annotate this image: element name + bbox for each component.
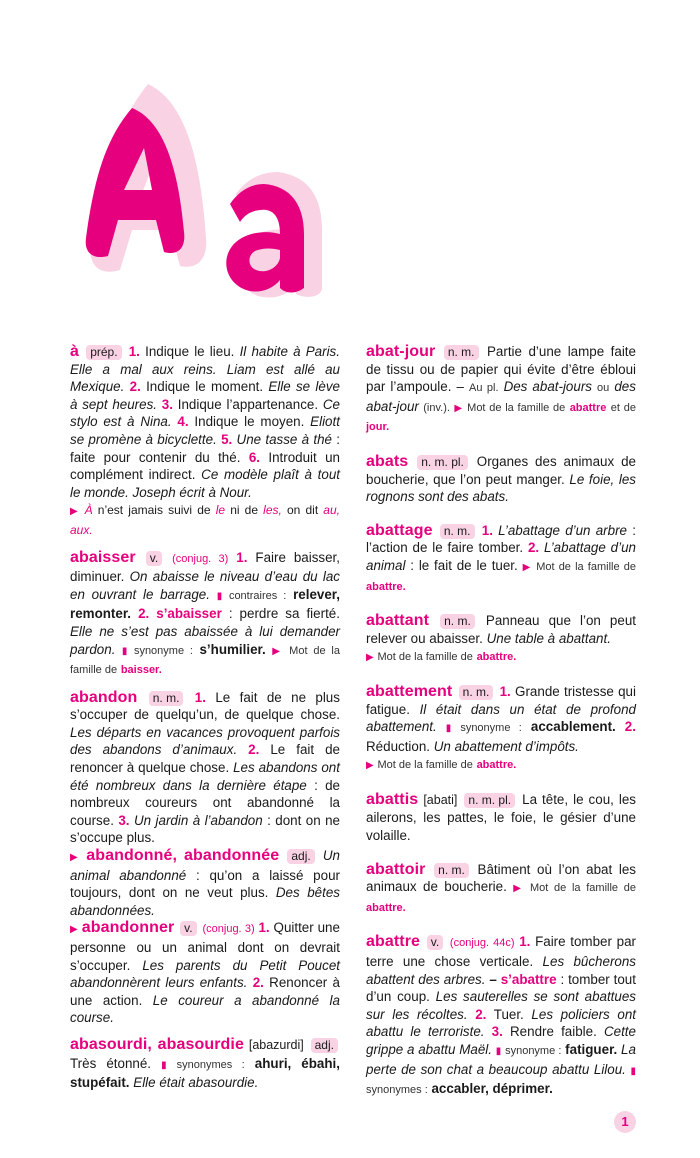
definition: Renoncer à une action. — [70, 975, 340, 1008]
conjugation-ref: (conjug. 44c) — [449, 937, 515, 950]
definition: Introduit un complément indirect. — [70, 449, 340, 483]
definition: : perdre sa fierté. — [228, 606, 340, 622]
entry-abaisser — [70, 549, 340, 680]
conjugation-ref: (conjug. 3) — [202, 923, 255, 936]
headword: abat-jour — [366, 343, 436, 360]
headword: abaisser — [70, 548, 136, 566]
definition: Faire baisser, diminuer. — [70, 549, 340, 585]
entry-a — [70, 343, 340, 540]
antonyms: relever, remonter. — [70, 586, 340, 622]
family-link[interactable]: abattre. — [366, 580, 406, 593]
example: Des abat-jours — [503, 379, 592, 395]
headword: à — [70, 343, 79, 360]
pronunciation: [abati] — [423, 792, 458, 807]
example: L’abattage d’un arbre — [498, 522, 627, 538]
synonym-label: synonyme : — [133, 644, 193, 657]
family-link[interactable]: abattre. — [476, 651, 517, 664]
family-link[interactable]: abattre. — [366, 901, 406, 914]
remark-term: au, aux. — [70, 503, 340, 537]
grammar-tag: n. m. pl. — [417, 455, 468, 470]
plural-label: Au pl. — [469, 382, 499, 395]
synonyms: s’humilier. — [199, 641, 266, 657]
sense-number: 2. — [624, 719, 636, 735]
example: Un animal abandonné — [70, 848, 340, 883]
definition: : de nombreux coureurs ont abandonné la course. — [70, 777, 340, 828]
remark-term: À — [84, 503, 93, 518]
sense-number: 3. — [118, 812, 130, 828]
page-number: 1 — [614, 1111, 636, 1133]
definition: Panneau que l’on peut relever ou abaisser. — [366, 613, 636, 646]
entry-abattement — [366, 683, 636, 775]
grammar-tag: v. — [180, 921, 196, 936]
example: Ce stylo est à Nina. — [70, 396, 340, 430]
grammar-tag: n. m. pl. — [464, 793, 515, 808]
example: Elle se lève à sept heures. — [70, 379, 340, 412]
definition: Indique le lieu. — [145, 344, 235, 359]
arrow-icon: ▶ — [454, 402, 463, 414]
sense-number: 1. — [236, 549, 248, 565]
grammar-tag: v. — [146, 551, 162, 566]
sense-number: 1. — [258, 920, 270, 936]
derived-headword: abandonner — [81, 919, 175, 937]
family-label: Mot de la famille de — [377, 651, 473, 664]
example: Il habite à Paris. Elle a mal aux reins. Liam est allé au Mexique. — [70, 344, 340, 395]
headword: abattement — [366, 682, 453, 700]
definition: : l’action de le faire tomber. — [366, 522, 636, 556]
headword: abattre — [366, 933, 421, 951]
entry-abandon — [70, 689, 340, 1027]
example: Des bêtes abandonnées. — [70, 885, 340, 918]
synonyms: accabler, déprimer. — [431, 1081, 553, 1097]
example: des abat-jour — [366, 379, 636, 414]
family-link[interactable]: jour. — [366, 421, 390, 434]
entry-abattant — [366, 612, 636, 667]
sense-number: 3. — [161, 396, 173, 412]
example: Les abandons ont été nombreux dans la dernière étape — [70, 760, 340, 793]
connector: et de — [610, 401, 636, 414]
example: La perte de son chat a beaucoup abattu Lilou. — [366, 1042, 636, 1077]
family-link[interactable]: baisser. — [120, 664, 162, 677]
grammar-tag: n. m. — [434, 863, 469, 878]
family-label: Mot de la famille de — [467, 401, 566, 414]
arrow-icon: ▶ — [366, 652, 374, 664]
arrow-icon: ▶ — [366, 760, 374, 772]
example: Un jardin à l’abandon — [133, 812, 263, 828]
headword: abasourdi, abasourdie — [70, 1035, 244, 1053]
definition: La tête, le cou, les ailerons, les pattes, le foie, le gésier d’une volaille. — [366, 791, 636, 844]
definition: : qu’on a laissé pour toujours, dont on ne veut plus. — [70, 867, 340, 901]
example: Une tasse à thé — [236, 431, 332, 447]
label-marker-icon: ▮ — [630, 1065, 636, 1077]
sense-number: 3. — [491, 1024, 503, 1040]
headword: abandon — [70, 688, 138, 706]
definition: Réduction. — [366, 738, 431, 754]
example: Elle ne s’est pas abaissée à lui demander pardon. — [70, 623, 340, 657]
sense-number: 1. — [128, 344, 140, 359]
family-link[interactable]: abattre. — [476, 759, 517, 772]
invariable-label: (inv.). — [423, 401, 450, 414]
sense-number: 1. — [194, 689, 206, 705]
example: Il était dans un état de profond abattement. — [366, 701, 636, 735]
sense-number: 2. — [252, 975, 264, 991]
example: Le coureur a abandonné la course. — [70, 992, 340, 1026]
definition: : tomber tout d’un coup. — [366, 971, 636, 1005]
grammar-tag: n. m. — [440, 524, 475, 539]
derived-arrow-icon: ▶ — [70, 852, 81, 864]
family-link[interactable]: abattre — [569, 401, 607, 414]
arrow-icon: ▶ — [522, 561, 532, 573]
title-letters — [60, 80, 340, 310]
remark-text: on dit — [287, 503, 319, 518]
definition: Le fait de ne plus s’occuper de quelqu’un, de quelque chose. — [70, 689, 340, 723]
example: Elle était abasourdie. — [133, 1075, 259, 1091]
definition: Rendre faible. — [510, 1024, 597, 1040]
definition: Bâtiment où l’on abat les animaux de boucherie. — [366, 861, 636, 895]
definition: Le fait de renoncer à quelque chose. — [70, 742, 340, 776]
definition: Tuer. — [493, 1006, 524, 1022]
right-column — [366, 343, 636, 1116]
entry-abattis — [366, 791, 636, 845]
label-marker-icon: ▮ — [161, 1059, 167, 1071]
derived-headword: abandonné, abandonnée — [86, 847, 280, 865]
definition: Indique le moyen. — [194, 414, 305, 430]
example: On abaisse le niveau d’eau du lac en ouvrant le barrage. — [70, 569, 340, 602]
grammar-tag: n. m. — [440, 614, 475, 629]
left-column — [70, 343, 340, 1116]
example: Les bûcherons abattent des arbres. — [366, 954, 637, 987]
sense-number: 2. — [248, 742, 260, 758]
label-marker-icon: ▮ — [445, 723, 452, 735]
separator: – — [456, 379, 464, 395]
label-marker-icon: ▮ — [121, 645, 128, 657]
remark-text: n’est jamais suivi de — [97, 503, 211, 518]
pronunciation: [abazurdi] — [248, 1037, 304, 1052]
family-label: Mot de la famille de — [536, 560, 636, 573]
example: Les départs en vacances provoquent parfois des abandons d’animaux. — [70, 724, 340, 758]
headword: abattoir — [366, 860, 426, 878]
label-marker-icon: ▮ — [216, 590, 223, 602]
sub-headword: s’abaisser — [156, 606, 222, 622]
sub-headword: s’abattre — [500, 971, 557, 987]
antonym-label: contraires : — [228, 589, 287, 602]
synonyms: fatiguer. — [565, 1042, 618, 1057]
synonym-label: synonyme : — [505, 1045, 562, 1057]
family-label: Mot de la famille de — [70, 644, 340, 677]
example: Les parents du Petit Poucet abandonnèrent leurs enfants. — [70, 957, 340, 991]
grammar-tag: n. m. — [444, 345, 479, 360]
entry-abattage — [366, 522, 636, 596]
derived-arrow-icon: ▶ — [70, 924, 78, 936]
example: Ce modèle plaît à tout le monde. Joseph écrit à Nour. — [70, 467, 340, 500]
sense-number: 1. — [481, 522, 493, 538]
example: Eliott se promène à bicyclette. — [70, 414, 340, 447]
connector: ou — [597, 382, 610, 395]
sense-number: 2. — [138, 606, 150, 622]
synonyms: ahuri, ébahi, stupéfait. — [70, 1055, 340, 1091]
conjugation-ref: (conjug. 3) — [172, 552, 229, 565]
sense-number: 5. — [221, 431, 233, 447]
sense-number: 1. — [499, 683, 511, 699]
arrow-icon: ▶ — [272, 645, 283, 657]
family-label: Mot de la famille de — [377, 759, 473, 772]
arrow-icon: ▶ — [513, 883, 524, 895]
synonym-label: synonymes : — [366, 1084, 428, 1097]
sense-number: 2. — [129, 379, 141, 395]
remark-text: ni de — [230, 503, 259, 518]
definition: Faire tomber par terre une chose verticale. — [366, 934, 636, 970]
synonyms: accablement. — [530, 719, 616, 735]
entry-abats — [366, 453, 636, 506]
example: Un abattement d’impôts. — [433, 738, 579, 754]
sense-number: 4. — [177, 414, 189, 430]
definition: : dont on ne s’occupe plus. — [70, 812, 340, 846]
definition: Indique le moment. — [146, 379, 264, 395]
headword: abattis — [366, 790, 419, 808]
separator: – — [489, 971, 497, 987]
example: L’abattage d’un animal — [366, 540, 636, 573]
entry-abat-jour — [366, 343, 636, 437]
synonym-label: synonymes : — [176, 1058, 245, 1071]
definition: : faite pour contenir du thé. — [70, 431, 340, 465]
example: Les policiers ont abattu le terroriste. — [366, 1006, 636, 1040]
family-label: Mot de la famille de — [529, 882, 636, 895]
example: Le foie, les rognons sont des abats. — [366, 471, 636, 505]
grammar-tag: n. m. — [149, 691, 184, 706]
entry-abattre — [366, 933, 636, 1099]
remark-term: les, — [263, 503, 282, 518]
sense-number: 2. — [527, 540, 540, 556]
definition: Partie d’une lampe faite de tissu ou de papier qui évite d’être ébloui par l’ampoule. — [366, 344, 636, 395]
grammar-tag: adj. — [311, 1038, 338, 1053]
label-marker-icon: ▮ — [495, 1046, 502, 1057]
sense-number: 1. — [519, 934, 531, 950]
definition: Grande tristesse qui fatigue. — [366, 683, 636, 717]
sense-number: 2. — [475, 1006, 487, 1022]
definition: Organes des animaux de boucherie, que l’on peut manger. — [366, 453, 636, 487]
headword: abats — [366, 452, 409, 470]
definition: : le fait de le tuer. — [410, 557, 518, 573]
grammar-tag: v. — [427, 935, 443, 950]
entry-abasourdi — [70, 1036, 340, 1092]
headword: abattant — [366, 612, 430, 630]
sense-number: 6. — [248, 449, 260, 465]
letter-a-lower — [226, 184, 304, 293]
entry-abattoir — [366, 861, 636, 918]
usage-remark — [70, 503, 340, 537]
definition: Quitter une personne ou un animal dont on devrait s’occuper. — [70, 920, 340, 973]
remark-icon: ▶ — [70, 506, 80, 518]
example: Les sauterelles se sont abattues sur les récoltes. — [366, 989, 636, 1022]
grammar-tag: prép. — [86, 345, 121, 360]
definition: Indique l’appartenance. — [177, 396, 319, 412]
grammar-tag: adj. — [287, 849, 314, 864]
synonym-label: synonyme : — [460, 722, 522, 735]
example: Une table à abattant. — [486, 630, 611, 646]
grammar-tag: n. m. — [459, 685, 494, 700]
remark-term: le — [215, 503, 226, 518]
definition: Très étonné. — [70, 1055, 152, 1071]
example: Cette grippe a abattu Maël. — [366, 1024, 636, 1057]
headword: abattage — [366, 521, 433, 539]
